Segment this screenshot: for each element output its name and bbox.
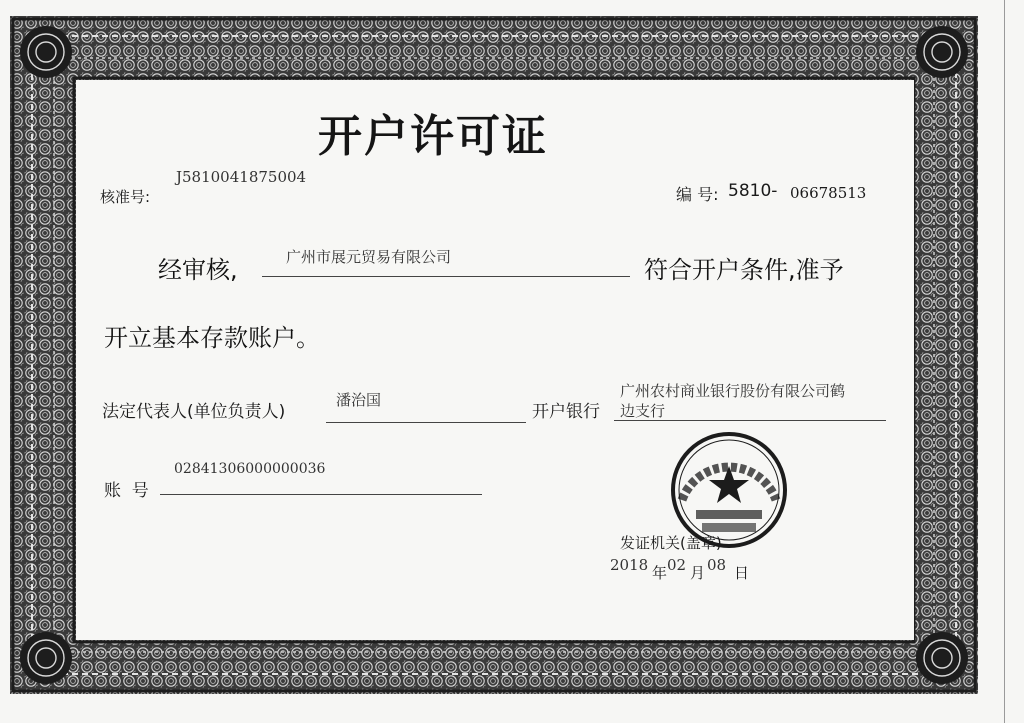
date-day: 08	[707, 556, 727, 574]
statement-suffix: 符合开户条件,准予	[644, 256, 844, 284]
serial-no-prefix: 5810-	[728, 181, 778, 201]
scan-edge-line	[1004, 0, 1005, 723]
legal-rep-label: 法定代表人(单位负责人)	[102, 402, 286, 422]
certificate-title: 开户许可证	[318, 111, 548, 162]
statement-prefix: 经审核,	[158, 256, 238, 284]
certificate-body	[76, 80, 914, 640]
serial-no-label: 编 号:	[676, 185, 719, 204]
issuer-label: 发证机关(盖章)	[620, 534, 722, 552]
statement-line2: 开立基本存款账户。	[104, 324, 320, 352]
bank-value-line2: 边支行	[620, 402, 666, 420]
legal-rep-underline	[326, 422, 526, 423]
date-year: 2018	[610, 556, 649, 574]
bank-label: 开户银行	[532, 402, 600, 422]
bank-underline	[614, 420, 886, 421]
date-year-unit: 年	[652, 564, 668, 582]
account-value: 02841306000000036	[174, 461, 326, 477]
bank-value-line1: 广州农村商业银行股份有限公司鹤	[620, 382, 846, 400]
approval-no-value: J5810041875004	[176, 168, 307, 186]
account-underline	[160, 494, 482, 495]
company-underline	[262, 276, 630, 277]
legal-rep-value: 潘治国	[336, 391, 382, 409]
account-label: 账 号	[104, 481, 149, 501]
serial-no-value: 06678513	[790, 184, 867, 202]
approval-no-label: 核准号:	[100, 188, 151, 206]
date-day-unit: 日	[734, 564, 750, 582]
date-month-unit: 月	[690, 564, 706, 582]
company-name: 广州市展元贸易有限公司	[286, 248, 452, 266]
date-month: 02	[667, 556, 687, 574]
